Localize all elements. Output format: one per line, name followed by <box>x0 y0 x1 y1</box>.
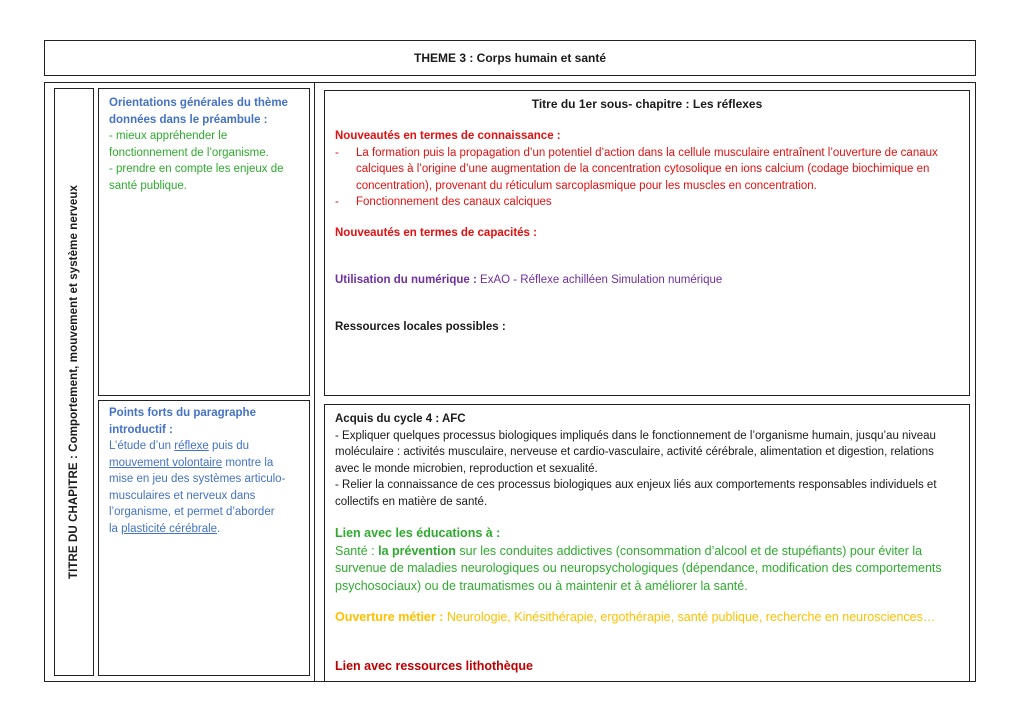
lithotheque-heading: Lien avec ressources lithothèque <box>335 659 533 673</box>
points-forts-line-1: L’étude d’un réflexe puis du <box>109 440 250 452</box>
orientations-heading-1: Orientations générales du thème <box>109 97 288 109</box>
capacites-heading: Nouveautés en termes de capacités : <box>335 227 537 239</box>
points-forts-heading-2: introductif : <box>109 423 173 436</box>
orientations-line-1: - mieux appréhender le <box>109 130 228 142</box>
acquis-heading: Acquis du cycle 4 : AFC <box>335 413 466 425</box>
orientations-line-3: - prendre en compte les enjeux de <box>109 163 284 175</box>
acquis-paragraph-1: - Expliquer quelques processus biologiques impliqués dans le fonctionnement de l’organisme humain, jusqu’au niveau moléculaire : activités musculaire, nerveuse et cardio-vasculaire, activité cérébrale, alimentation et digestion, relations avec le monde microbien, reproduction et sexualité. <box>335 429 936 475</box>
orientations-line-4: santé publique. <box>109 179 188 192</box>
link-mouvement-volontaire: mouvement volontaire <box>109 456 223 469</box>
numerique-line: Utilisation du numérique : ExAO - Réflexe achilléen Simulation numérique <box>335 274 723 286</box>
orientations-box <box>98 88 310 396</box>
connaissance-item: - La formation puis la propagation d’un potentiel d’action dans la cellule musculaire entraînent l’ouverture de canaux calciques à l’origine d’une augmentation de la concentration cytosolique en ions calcium (codage biochimique en concentration), provenant du réticulum sarcoplasmique pour les muscles en concentration. <box>335 146 938 192</box>
link-reflexe: réflexe <box>174 440 209 452</box>
orientations-line-2: fonctionnement de l’organisme. <box>109 146 269 159</box>
points-forts-line-3: mise en jeu des systèmes articulo- <box>109 473 286 485</box>
orientations-heading-2: données dans le préambule : <box>109 113 268 126</box>
link-plasticite-cerebrale: plasticité cérébrale <box>121 522 218 535</box>
theme-title: THEME 3 : Corps humain et santé <box>413 51 607 65</box>
sante-text: Santé : la prévention sur les conduites addictives (consommation d’alcool et de stupéfiants) pour éviter la survenue de maladies neurologiques ou neuropsychologiques (dépendance, modification des comportements psychosociaux) ou de traumatismes ou à maintenir et à améliorer la santé. <box>335 543 942 593</box>
connaissance-heading: Nouveautés en termes de connaissance : <box>335 130 561 142</box>
left-column-divider <box>314 82 315 682</box>
connaissance-item: - Fonctionnement des canaux calciques <box>335 196 552 208</box>
acquis-box <box>324 404 970 682</box>
points-forts-line-4: musculaires et nerveux dans <box>109 489 256 502</box>
points-forts-line-6: la plasticité cérébrale. <box>109 522 221 535</box>
points-forts-box <box>98 400 310 676</box>
ouverture-metier: Ouverture métier : Neurologie, Kinésithérapie, ergothérapie, santé publique, recherche en neurosciences… <box>335 610 936 624</box>
points-forts-line-5: l’organisme, et permet d’aborder <box>109 506 275 518</box>
sub-chapter-title: Titre du 1er sous- chapitre : Les réflexes <box>531 97 763 111</box>
theme-title-box <box>44 40 976 76</box>
acquis-paragraph-2: - Relier la connaissance de ces processus biologiques aux enjeux liés aux comportements responsables individuels et collectifs en matière de santé. <box>335 479 937 508</box>
points-forts-heading-1: Points forts du paragraphe <box>109 407 256 419</box>
ressources-locales: Ressources locales possibles : <box>335 321 506 333</box>
sub-chapter-box <box>324 90 970 396</box>
points-forts-line-2: mouvement volontaire montre la <box>109 456 274 469</box>
educations-heading: Lien avec les éducations à : <box>335 526 501 540</box>
chapter-title: TITRE DU CHAPITRE : Comportement, mouvement et système nerveux <box>68 184 80 580</box>
